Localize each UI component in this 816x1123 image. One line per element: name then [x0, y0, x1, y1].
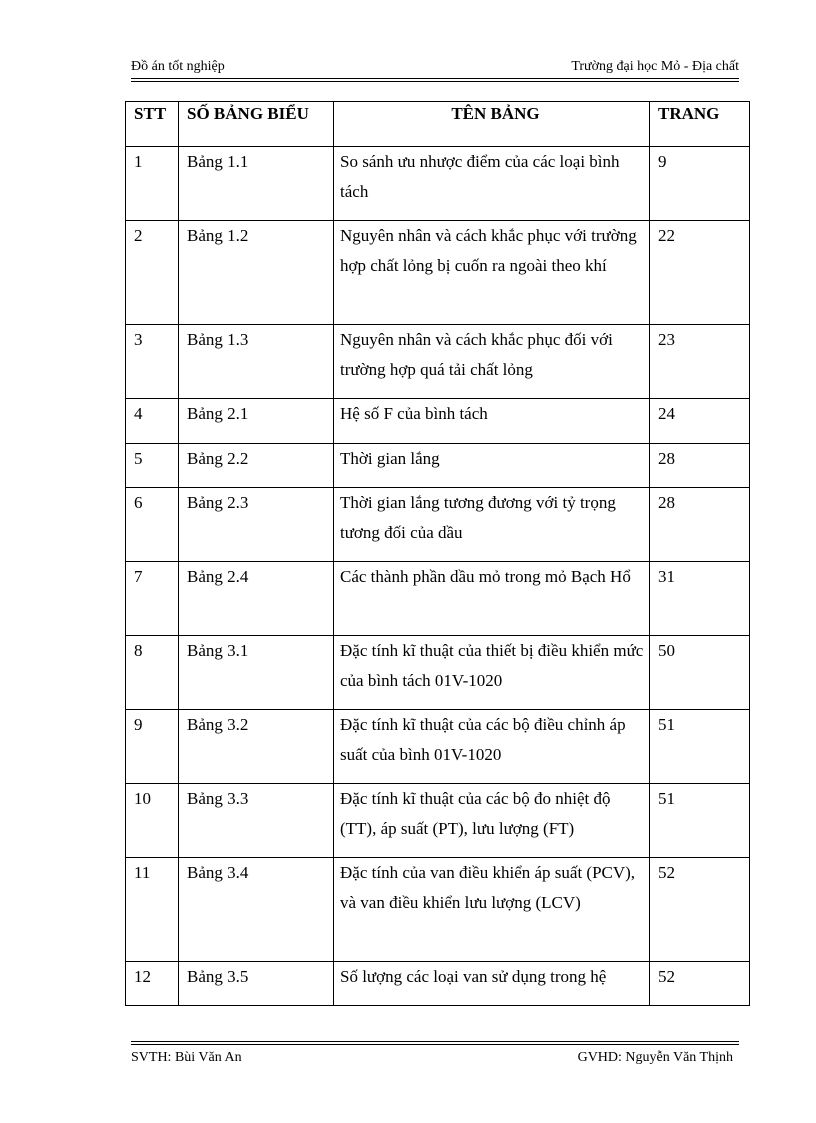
- cell-so-bang: Bảng 1.1: [179, 147, 334, 221]
- table-row: [126, 399, 750, 444]
- cell-trang: 24: [650, 399, 750, 444]
- footer-rule-double: [131, 1044, 739, 1045]
- footer-right-text: GVHD: Nguyễn Văn Thịnh: [577, 1050, 733, 1065]
- column-header-trang: TRANG: [650, 102, 750, 147]
- table-row: [126, 962, 750, 1006]
- cell-trang: 52: [650, 962, 750, 1006]
- cell-ten-bang: Số lượng các loại van sử dụng trong hệ: [334, 962, 650, 1006]
- cell-trang: 23: [650, 325, 750, 399]
- cell-stt: 12: [126, 962, 179, 1006]
- footer-rule: [131, 1041, 739, 1042]
- cell-ten-bang: Các thành phần dầu mỏ trong mỏ Bạch Hổ: [334, 562, 650, 636]
- cell-so-bang: Bảng 1.2: [179, 221, 334, 325]
- header-left-text: Đồ án tốt nghiệp: [131, 59, 225, 74]
- table-row: [126, 147, 750, 221]
- table-row: [126, 221, 750, 325]
- page-header: [131, 58, 739, 76]
- cell-stt: 9: [126, 710, 179, 784]
- cell-ten-bang: Đặc tính kĩ thuật của thiết bị điều khiển mức của bình tách 01V-1020: [334, 636, 650, 710]
- table-row: [126, 444, 750, 488]
- cell-so-bang: Bảng 2.2: [179, 444, 334, 488]
- table-row: [126, 325, 750, 399]
- cell-ten-bang: Thời gian lắng: [334, 444, 650, 488]
- cell-stt: 8: [126, 636, 179, 710]
- table-row: [126, 636, 750, 710]
- cell-stt: 2: [126, 221, 179, 325]
- cell-trang: 31: [650, 562, 750, 636]
- cell-ten-bang: Đặc tính của van điều khiển áp suất (PCV), và van điều khiển lưu lượng (LCV): [334, 858, 650, 962]
- column-header-so-bang: SỐ BẢNG BIỂU: [179, 102, 334, 147]
- cell-ten-bang: Đặc tính kĩ thuật của các bộ đo nhiệt độ (TT), áp suất (PT), lưu lượng (FT): [334, 784, 650, 858]
- cell-ten-bang: Nguyên nhân và cách khắc phục với trường hợp chất lỏng bị cuốn ra ngoài theo khí: [334, 221, 650, 325]
- cell-ten-bang: Đặc tính kĩ thuật của các bộ điều chỉnh áp suất của bình 01V-1020: [334, 710, 650, 784]
- header-rule: [131, 78, 739, 79]
- cell-so-bang: Bảng 3.1: [179, 636, 334, 710]
- cell-stt: 7: [126, 562, 179, 636]
- table-row: [126, 710, 750, 784]
- cell-stt: 5: [126, 444, 179, 488]
- cell-stt: 4: [126, 399, 179, 444]
- cell-trang: 28: [650, 488, 750, 562]
- cell-trang: 50: [650, 636, 750, 710]
- cell-trang: 52: [650, 858, 750, 962]
- cell-ten-bang: So sánh ưu nhược điểm của các loại bình tách: [334, 147, 650, 221]
- column-header-stt: STT: [126, 102, 179, 147]
- cell-stt: 6: [126, 488, 179, 562]
- header-rule-double: [131, 81, 739, 82]
- table-row: [126, 562, 750, 636]
- cell-ten-bang: Hệ số F của bình tách: [334, 399, 650, 444]
- cell-so-bang: Bảng 3.3: [179, 784, 334, 858]
- cell-so-bang: Bảng 1.3: [179, 325, 334, 399]
- cell-so-bang: Bảng 3.4: [179, 858, 334, 962]
- header-right-text: Trường đại học Mỏ - Địa chất: [571, 59, 739, 74]
- cell-ten-bang: Thời gian lắng tương đương với tỷ trọng tương đối của dầu: [334, 488, 650, 562]
- cell-trang: 9: [650, 147, 750, 221]
- column-header-ten-bang: TÊN BẢNG: [334, 102, 650, 147]
- cell-stt: 11: [126, 858, 179, 962]
- cell-so-bang: Bảng 2.4: [179, 562, 334, 636]
- cell-so-bang: Bảng 2.3: [179, 488, 334, 562]
- table-list: [125, 101, 750, 1006]
- cell-so-bang: Bảng 2.1: [179, 399, 334, 444]
- cell-stt: 3: [126, 325, 179, 399]
- cell-stt: 10: [126, 784, 179, 858]
- table-row: [126, 488, 750, 562]
- cell-trang: 51: [650, 710, 750, 784]
- table-row: [126, 784, 750, 858]
- footer-left-text: SVTH: Bùi Văn An: [131, 1050, 242, 1065]
- cell-so-bang: Bảng 3.5: [179, 962, 334, 1006]
- cell-trang: 22: [650, 221, 750, 325]
- cell-so-bang: Bảng 3.2: [179, 710, 334, 784]
- cell-trang: 51: [650, 784, 750, 858]
- table-row: [126, 858, 750, 962]
- cell-stt: 1: [126, 147, 179, 221]
- page-footer: [131, 1049, 733, 1067]
- cell-trang: 28: [650, 444, 750, 488]
- cell-ten-bang: Nguyên nhân và cách khắc phục đối với trường hợp quá tải chất lỏng: [334, 325, 650, 399]
- table-header-row: [126, 102, 750, 147]
